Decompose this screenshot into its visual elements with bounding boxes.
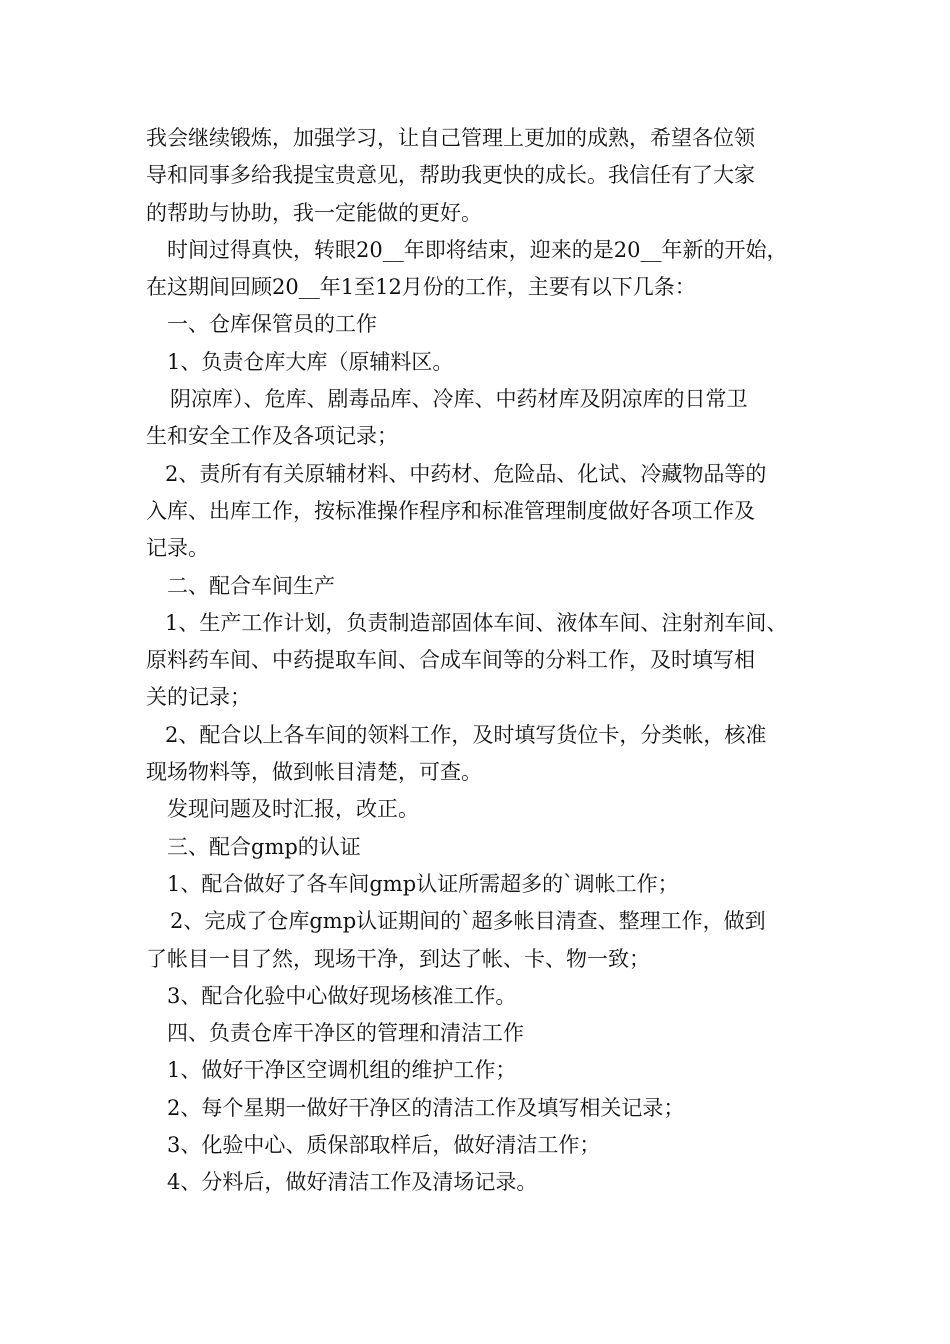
text-line: 生和安全工作及各项记录； xyxy=(146,424,398,449)
text-line: 4、分料后，做好清洁工作及清场记录。 xyxy=(167,1170,538,1195)
text-line: 的帮助与协助，我一定能做的更好。 xyxy=(146,200,482,225)
text-line: 关的记录； xyxy=(146,685,251,710)
text-line: 导和同事多给我提宝贵意见，帮助我更快的成长。我信任有了大家 xyxy=(146,163,755,188)
section-heading: 一、仓库保管员的工作 xyxy=(167,312,377,337)
text-line: 2、配合以上各车间的领料工作，及时填写货位卡，分类帐，核准 xyxy=(165,722,767,747)
text-line: 阴凉库）、危库、剧毒品库、冷库、中药材库及阴凉库的日常卫 xyxy=(170,387,748,412)
text-line: 3、化验中心、质保部取样后，做好清洁工作； xyxy=(167,1133,601,1158)
section-heading: 二、配合车间生产 xyxy=(167,573,335,598)
text-line: 我会继续锻炼，加强学习，让自己管理上更加的成熟，希望各位领 xyxy=(146,126,755,150)
text-line: 1、负责仓库大库（原辅料区。 xyxy=(167,349,454,374)
document-body xyxy=(146,120,826,1202)
text-line: 了帐目一目了然，现场干净，到达了帐、卡、物一致； xyxy=(146,946,650,971)
text-line: 3、配合化验中心做好现场核准工作。 xyxy=(167,983,517,1008)
text-line: 2、每个星期一做好干净区的清洁工作及填写相关记录； xyxy=(167,1095,685,1120)
section-heading: 三、配合gmp的认证 xyxy=(167,834,361,859)
text-line: 时间过得真快，转眼20__年即将结束，迎来的是20__年新的开始， xyxy=(167,237,788,262)
text-line: 入库、出库工作，按标准操作程序和标准管理制度做好各项工作及 xyxy=(146,498,755,523)
section-heading: 四、负责仓库干净区的管理和清洁工作 xyxy=(167,1021,524,1046)
text-line: 2、责所有有关原辅材料、中药材、危险品、化试、冷藏物品等的 xyxy=(165,461,767,486)
text-line: 原料药车间、中药提取车间、合成车间等的分料工作，及时填写相 xyxy=(146,648,755,673)
text-line: 现场物料等，做到帐目清楚，可查。 xyxy=(146,760,482,785)
text-line: 记录。 xyxy=(146,536,209,561)
text-line: 1、配合做好了各车间gmp认证所需超多的`调帐工作； xyxy=(167,871,679,896)
text-line: 在这期间回顾20__年1至12月份的工作，主要有以下几条： xyxy=(146,275,696,300)
text-line: 1、生产工作计划，负责制造部固体车间、液体车间、注射剂车间、 xyxy=(165,610,788,635)
text-line: 发现问题及时汇报，改正。 xyxy=(167,797,419,822)
text-line: 2、完成了仓库gmp认证期间的`超多帐目清查、整理工作，做到 xyxy=(170,909,766,934)
text-line: 1、做好干净区空调机组的维护工作； xyxy=(167,1058,517,1083)
